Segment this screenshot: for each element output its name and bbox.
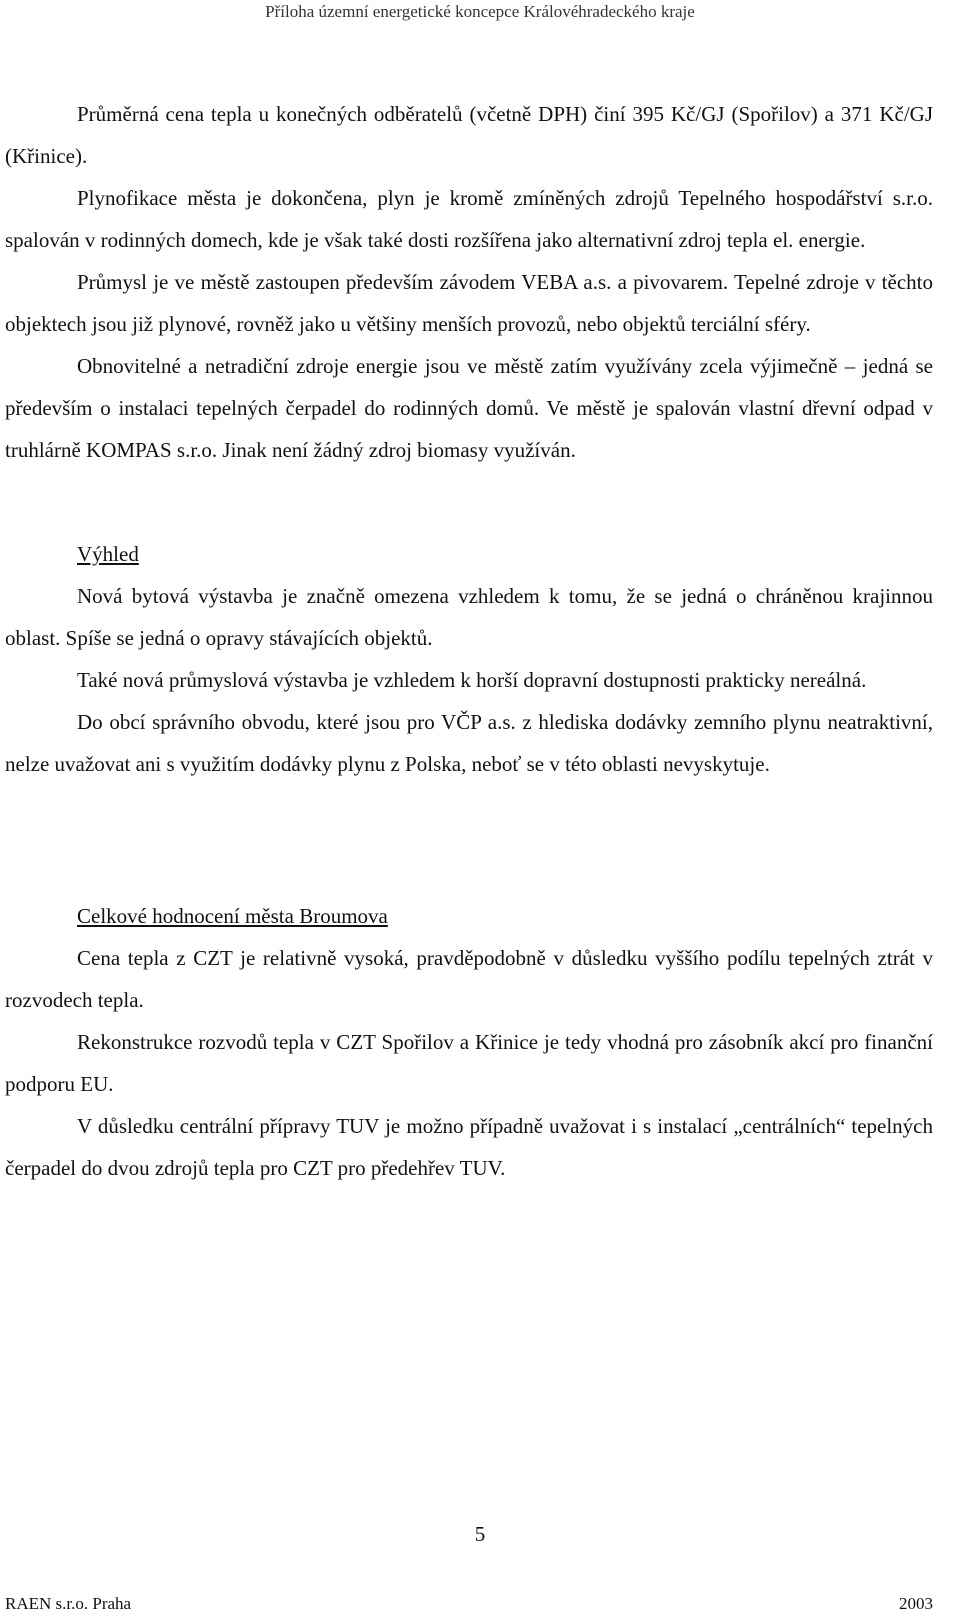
paragraph-municipalities: Do obcí správního obvodu, které jsou pro VČP a.s. z hlediska dodávky zemního plynu neatraktivní, nelze uvažovat ani s využitím dodávky plynu z Polska, neboť se v této oblasti nevyskytuje. [5,710,933,776]
footer-company: RAEN s.r.o. Praha [5,1594,132,1613]
paragraph-industrial-construction: Také nová průmyslová výstavba je vzhledem k horší dopravní dostupnosti prakticky nereálná. [77,668,867,692]
footer-year: 2003 [899,1594,933,1613]
paragraph-reconstruction: Rekonstrukce rozvodů tepla v CZT Spořilov a Křinice je tedy vhodná pro zásobník akcí pro finanční podporu EU. [5,1030,933,1096]
section-heading-outlook: Výhled [77,542,139,566]
paragraph-renewables: Obnovitelné a netradiční zdroje energie jsou ve městě zatím využívány zcela výjimečně – jedná se především o instalaci tepelných čerpadel do rodinných domů. Ve městě je spalován vlastní dřevní odpad v truhlárně KOMPAS s.r.o. Jinak není žádný zdroj biomasy využíván. [5,354,933,462]
paragraph-czt-price: Cena tepla z CZT je relativně vysoká, pravděpodobně v důsledku vyššího podílu tepelných ztrát v rozvodech tepla. [5,946,933,1012]
document-body [5,93,933,1189]
page-header: Příloha územní energetické koncepce Královéhradeckého kraje [265,2,695,21]
section-heading-evaluation: Celkové hodnocení města Broumova [77,904,388,928]
paragraph-gasification: Plynofikace města je dokončena, plyn je kromě zmíněných zdrojů Tepelného hospodářství s.r.o. spalován v rodinných domech, kde je však také dosti rozšířena jako alternativní zdroj tepla el. energie. [5,186,933,252]
page-number: 5 [474,1522,486,1546]
paragraph-industry: Průmysl je ve městě zastoupen především závodem VEBA a.s. a pivovarem. Tepelné zdroje v těchto objektech jsou již plynové, rovněž jako u většiny menších provozů, nebo objektů terciální sféry. [5,270,933,336]
paragraph-heat-pumps: V důsledku centrální přípravy TUV je možno případně uvažovat i s instalací „centrálních“ tepelných čerpadel do dvou zdrojů tepla pro CZT pro předehřev TUV. [5,1114,933,1180]
paragraph-housing: Nová bytová výstavba je značně omezena vzhledem k tomu, že se jedná o chráněnou krajinnou oblast. Spíše se jedná o opravy stávajících objektů. [5,584,933,650]
paragraph-heat-price: Průměrná cena tepla u konečných odběratelů (včetně DPH) činí 395 Kč/GJ (Spořilov) a 371 Kč/GJ (Křinice). [5,102,933,168]
